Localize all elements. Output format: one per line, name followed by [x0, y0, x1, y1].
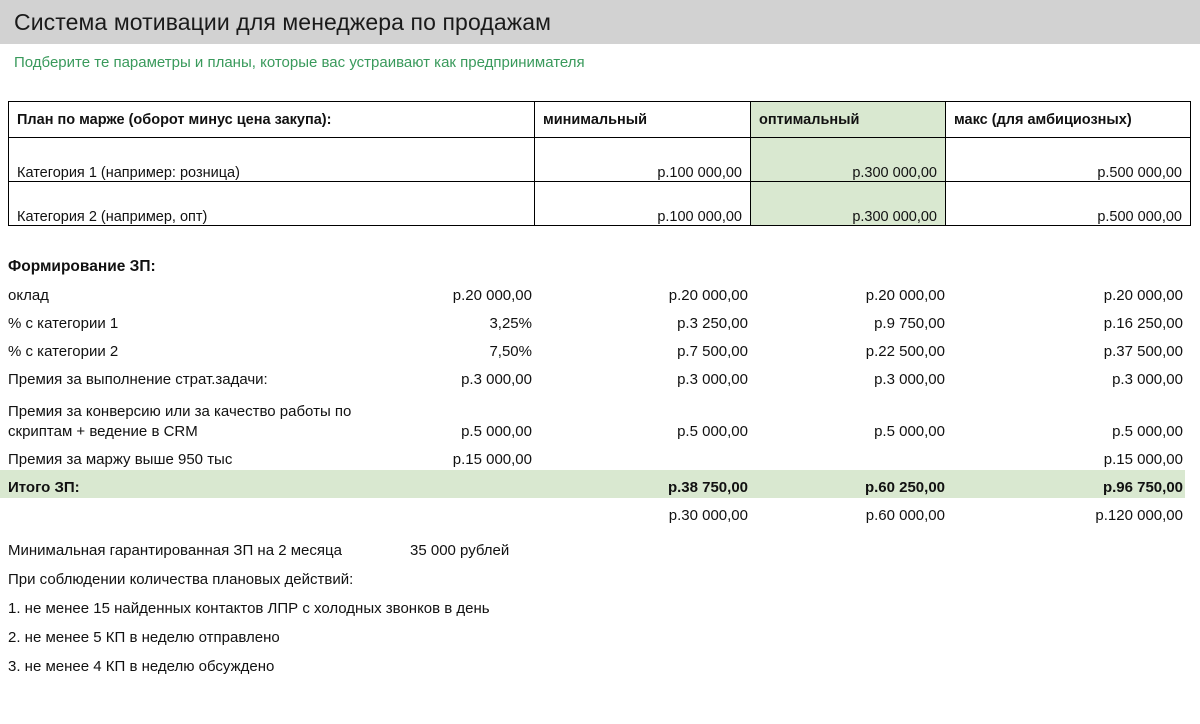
plan-header-label: План по марже (оборот минус цена закупа):	[9, 102, 535, 138]
salary-min-value: р.20 000,00	[668, 286, 748, 304]
salary-opt-value: р.22 500,00	[865, 342, 945, 360]
plan-table-header-row	[9, 102, 1191, 138]
salary-total-min: р.38 750,00	[667, 478, 748, 496]
salary-max-value: р.37 500,00	[1103, 342, 1183, 360]
salary-label: Премия за выполнение страт.задачи:	[8, 370, 268, 388]
salary-max-value: р.16 250,00	[1103, 314, 1183, 332]
salary-total-opt: р.60 250,00	[864, 478, 945, 496]
salary-max-value: р.15 000,00	[1103, 450, 1183, 468]
salary-total-row	[0, 470, 1185, 498]
plan-row-min-2: р.100 000,00	[535, 182, 751, 226]
list-item	[0, 617, 1200, 646]
table-row	[9, 138, 1191, 182]
salary-max-value: р.20 000,00	[1103, 286, 1183, 304]
list-item	[0, 646, 1200, 675]
salary-extra-opt: р.60 000,00	[865, 506, 945, 524]
salary-base-value: р.20 000,00	[452, 286, 532, 304]
salary-row-percent-cat1	[0, 306, 1200, 334]
conditions-title	[0, 559, 1200, 588]
plan-row-max-2: р.500 000,00	[946, 182, 1191, 226]
salary-extra-max: р.120 000,00	[1095, 506, 1183, 524]
guarantee-value: 35 000 рублей	[410, 542, 510, 559]
conditions-title-text: При соблюдении количества плановых действий:	[8, 571, 354, 588]
salary-row-conversion-bonus	[0, 390, 1200, 442]
plan-header-optimal: оптимальный	[751, 102, 946, 138]
page-subtitle: Подберите те параметры и планы, которые вас устраивают как предпринимателя	[14, 53, 585, 71]
salary-max-value: р.5 000,00	[1112, 422, 1183, 440]
salary-row-margin-bonus	[0, 442, 1200, 470]
guarantee-row	[0, 530, 1200, 559]
salary-min-value: р.7 500,00	[677, 342, 748, 360]
salary-base-value: р.5 000,00	[461, 422, 532, 440]
salary-base-value: р.3 000,00	[461, 370, 532, 388]
salary-label: % с категории 1	[8, 314, 119, 332]
plan-row-min-1: р.100 000,00	[535, 138, 751, 182]
plan-table	[8, 101, 1191, 226]
salary-label: % с категории 2	[8, 342, 119, 360]
salary-min-value: р.5 000,00	[677, 422, 748, 440]
salary-total-max: р.96 750,00	[1102, 478, 1183, 496]
plan-row-max-1: р.500 000,00	[946, 138, 1191, 182]
salary-label: Премия за маржу выше 950 тыс	[8, 450, 233, 468]
notes-block	[0, 530, 1200, 675]
salary-max-value: р.3 000,00	[1112, 370, 1183, 388]
salary-min-value: р.3 250,00	[677, 314, 748, 332]
salary-opt-value: р.3 000,00	[874, 370, 945, 388]
salary-base-value: 7,50%	[489, 342, 532, 360]
salary-extra-min: р.30 000,00	[668, 506, 748, 524]
subtitle-bar	[0, 44, 1200, 80]
salary-extra-row	[0, 498, 1200, 526]
salary-row-percent-cat2	[0, 334, 1200, 362]
page-title: Система мотивации для менеджера по продажам	[14, 8, 552, 35]
condition-item-1: 1. не менее 15 найденных контактов ЛПР с холодных звонков в день	[8, 600, 490, 617]
salary-base-value: 3,25%	[489, 314, 532, 332]
plan-table-container	[0, 80, 1200, 226]
salary-base-value: р.15 000,00	[452, 450, 532, 468]
condition-item-2: 2. не менее 5 КП в неделю отправлено	[8, 629, 280, 646]
plan-row-opt-1: р.300 000,00	[751, 138, 946, 182]
salary-section-heading-row	[0, 250, 1200, 278]
plan-row-opt-2: р.300 000,00	[751, 182, 946, 226]
salary-opt-value: р.9 750,00	[874, 314, 945, 332]
table-row	[9, 182, 1191, 226]
salary-opt-value: р.5 000,00	[874, 422, 945, 440]
guarantee-label: Минимальная гарантированная ЗП на 2 месяца	[8, 542, 342, 559]
list-item	[0, 588, 1200, 617]
page-header	[0, 0, 1200, 44]
salary-label: Премия за конверсию или за качество работы по скриптам + ведение в CRM	[8, 402, 352, 440]
salary-row-oklad	[0, 278, 1200, 306]
condition-item-3: 3. не менее 4 КП в неделю обсуждено	[8, 658, 275, 675]
salary-formation-block	[0, 250, 1200, 526]
salary-section-title: Формирование ЗП:	[8, 258, 156, 276]
plan-row-label-1: Категория 1 (например: розница)	[9, 138, 535, 182]
salary-min-value: р.3 000,00	[677, 370, 748, 388]
plan-row-label-2: Категория 2 (например, опт)	[9, 182, 535, 226]
salary-label: оклад	[8, 286, 49, 304]
salary-row-strategic-bonus	[0, 362, 1200, 390]
plan-header-minimal: минимальный	[535, 102, 751, 138]
plan-header-max: макс (для амбициозных)	[946, 102, 1191, 138]
salary-total-label: Итого ЗП:	[8, 478, 80, 496]
salary-opt-value: р.20 000,00	[865, 286, 945, 304]
